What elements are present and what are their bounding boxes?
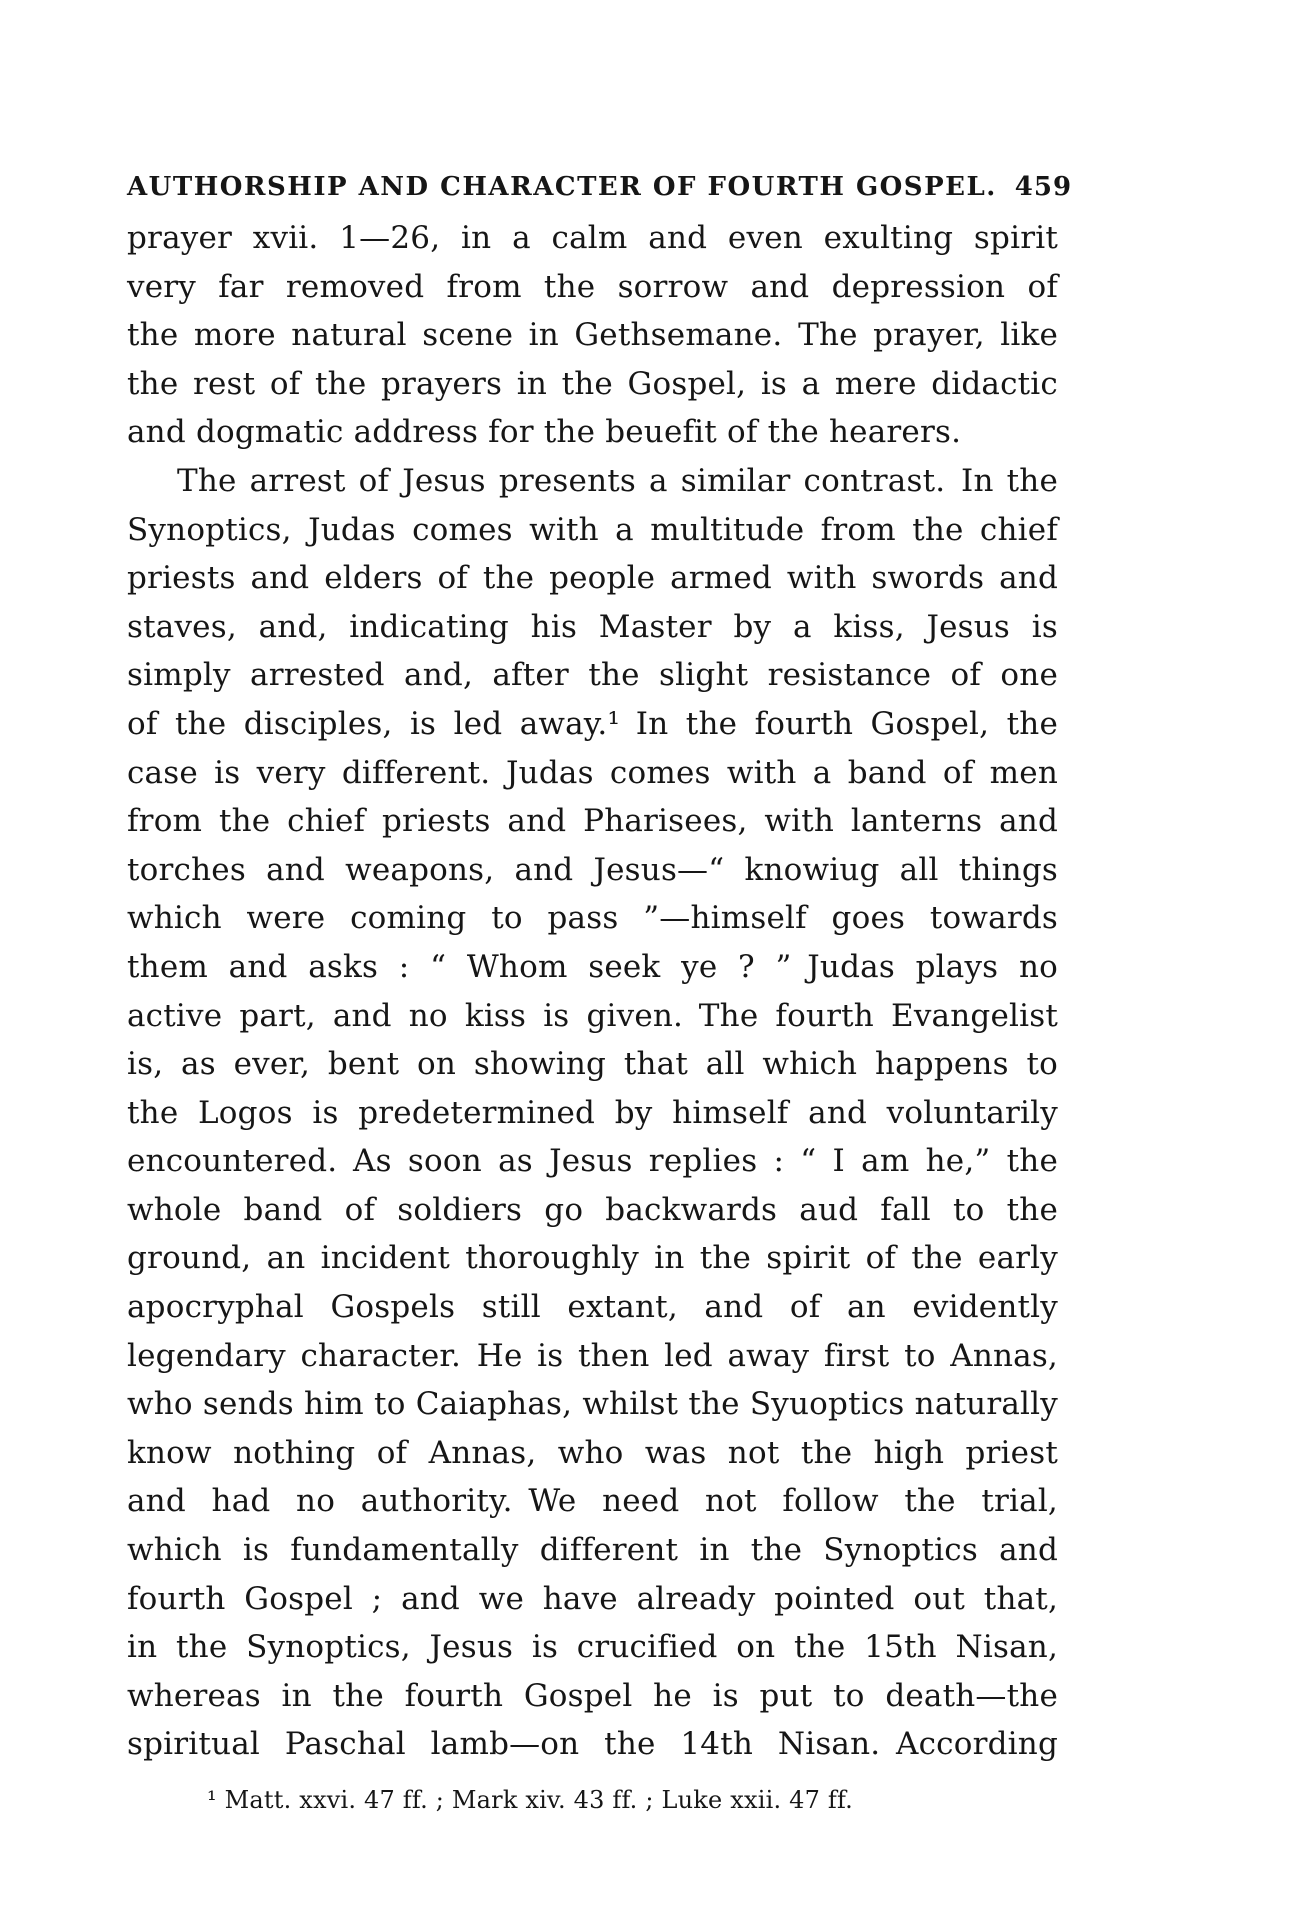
text-line: which were coming to pass ”—himself goes towards	[127, 900, 1058, 937]
text-line: in the Synoptics, Jesus is crucified on the 15th Nisan,	[127, 1629, 1058, 1666]
text-line: is, as ever, bent on showing that all which happens to	[127, 1046, 1058, 1083]
text-line: active part, and no kiss is given. The fourth Evangelist	[127, 997, 1058, 1034]
text-line: from the chief priests and Pharisees, with lanterns and	[127, 803, 1058, 840]
text-line: them and asks : “ Whom seek ye ? ” Judas plays no	[127, 948, 1058, 985]
text-line: whereas in the fourth Gospel he is put to death—the	[127, 1677, 1058, 1714]
text-line: the more natural scene in Gethsemane. The prayer, like	[127, 317, 1058, 354]
text-line: whole band of soldiers go backwards aud fall to the	[127, 1191, 1058, 1228]
text-line: fourth Gospel ; and we have already pointed out that,	[127, 1580, 1058, 1617]
page-header	[127, 172, 1073, 202]
text-line: of the disciples, is led away.¹ In the fourth Gospel, the	[127, 705, 1058, 742]
page-body	[127, 214, 1058, 1769]
text-line: staves, and, indicating his Master by a kiss, Jesus is	[127, 608, 1058, 645]
text-line: Synoptics, Judas comes with a multitude from the chief	[127, 511, 1058, 548]
text-line: know nothing of Annas, who was not the high priest	[127, 1434, 1058, 1471]
text-line: legendary character. He is then led away first to Annas,	[127, 1337, 1058, 1374]
text-line: and had no authority. We need not follow the trial,	[127, 1483, 1058, 1520]
text-line: priests and elders of the people armed with swords and	[127, 560, 1058, 597]
text-line: torches and weapons, and Jesus—“ knowiug all things	[127, 851, 1058, 888]
text-line: ground, an incident thoroughly in the spirit of the early	[127, 1240, 1058, 1277]
text-line: spiritual Paschal lamb—on the 14th Nisan. According	[127, 1726, 1058, 1763]
text-line: prayer xvii. 1—26, in a calm and even exulting spirit	[127, 220, 1058, 256]
text-column	[127, 172, 1073, 1815]
footnote: ¹ Matt. xxvi. 47 ff. ; Mark xiv. 43 ff. ; Luke xxii. 47 ff.	[207, 1786, 854, 1814]
text-line: the rest of the prayers in the Gospel, is a mere didactic	[127, 365, 1058, 402]
text-line: the Logos is predetermined by himself and voluntarily	[127, 1094, 1058, 1131]
page-number: 459	[1014, 172, 1073, 202]
text-line: who sends him to Caiaphas, whilst the Syuoptics naturally	[127, 1386, 1058, 1423]
text-line: which is fundamentally different in the Synoptics and	[127, 1532, 1058, 1569]
text-line: encountered. As soon as Jesus replies : “ I am he,” the	[127, 1143, 1058, 1180]
text-line: The arrest of Jesus presents a similar contrast. In the	[177, 462, 1058, 499]
text-line: apocryphal Gospels still extant, and of an evidently	[127, 1289, 1058, 1326]
text-line: and dogmatic address for the beuefit of the hearers.	[127, 414, 962, 451]
running-title: AUTHORSHIP AND CHARACTER OF FOURTH GOSPEL.	[127, 172, 997, 202]
text-line: case is very different. Judas comes with a band of men	[127, 754, 1058, 791]
text-line: very far removed from the sorrow and depression of	[127, 268, 1058, 305]
text-line: simply arrested and, after the slight resistance of one	[127, 657, 1058, 694]
